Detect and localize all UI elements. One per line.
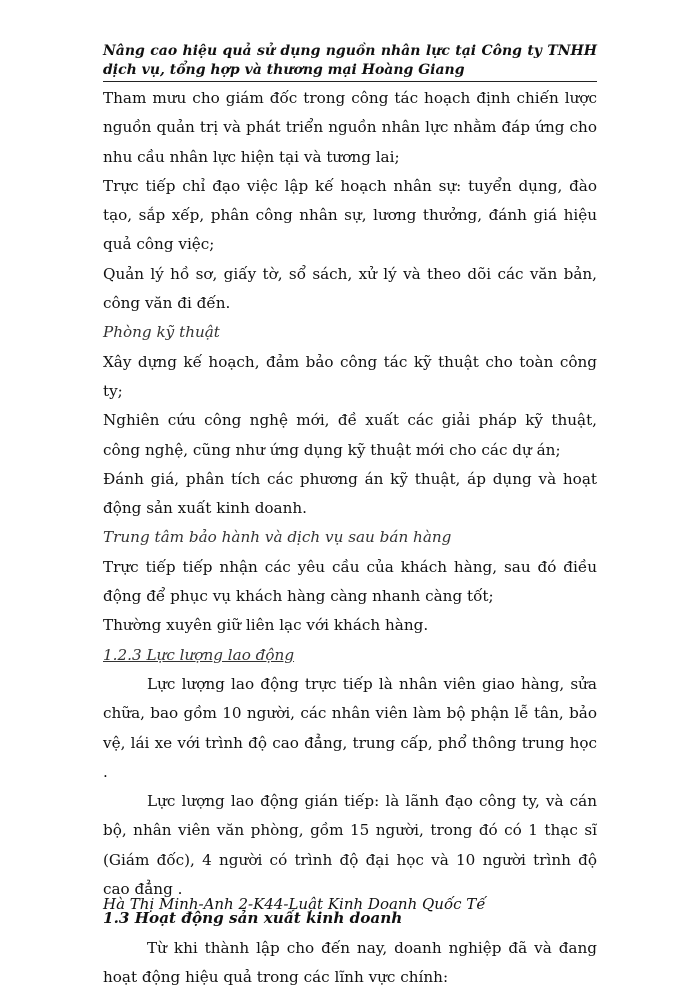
page-footer: Hà Thị Minh-Anh 2-K44-Luật Kinh Doanh Quốc Tế <box>103 895 486 913</box>
section-heading-business-activities: 1.3 Hoạt động sản xuất kinh doanh <box>103 909 403 928</box>
paragraph-technical-research: Nghiên cứu công nghệ mới, đề xuất các giải pháp kỹ thuật, công nghệ, cũng như ứng dụng kỹ thuật mới cho các dự án; <box>103 411 597 459</box>
paragraph-direct-workforce: Lực lượng lao động trực tiếp là nhân viên giao hàng, sửa chữa, bao gồm 10 người, các nhân viên làm bộ phận lễ tân, bảo vệ, lái xe với trình độ cao đẳng, trung cấp, phổ thông trung học . <box>103 674 597 781</box>
section-heading-workforce[interactable]: 1.2.3 Lực lượng lao động <box>103 645 295 664</box>
paragraph-records-management: Quản lý hồ sơ, giấy tờ, sổ sách, xử lý và theo dõi các văn bản, công văn đi đến. <box>103 264 597 313</box>
document-body <box>103 84 597 992</box>
subheading-technical-department: Phòng kỹ thuật <box>103 323 220 342</box>
page-header: Nâng cao hiệu quả sử dụng nguồn nhân lực tại Công ty TNHH dịch vụ, tổng hợp và thương mại Hoàng Giang <box>103 42 597 82</box>
paragraph-business-activities: Từ khi thành lập cho đến nay, doanh nghiệp đã và đang hoạt động hiệu quả trong các lĩnh vực chính: <box>103 938 597 986</box>
paragraph-customer-requests: Trực tiếp tiếp nhận các yêu cầu của khách hàng, sau đó điều động để phục vụ khách hàng càng nhanh càng tốt; <box>103 557 597 606</box>
paragraph-customer-contact: Thường xuyên giữ liên lạc với khách hàng. <box>103 616 429 635</box>
subheading-warranty-center: Trung tâm bảo hành và dịch vụ sau bán hàng <box>103 528 452 547</box>
paragraph-indirect-workforce: Lực lượng lao động gián tiếp: là lãnh đạo công ty, và cán bộ, nhân viên văn phòng, gồm 15 người, trong đó có 1 thạc sĩ (Giám đốc), 4 người có trình độ đại học và 10 người trình độ cao đẳng . <box>103 792 597 899</box>
paragraph-technical-evaluation: Đánh giá, phân tích các phương án kỹ thuật, áp dụng và hoạt động sản xuất kinh doanh. <box>103 469 597 518</box>
paragraph-hr-planning: Trực tiếp chỉ đạo việc lập kế hoạch nhân sự: tuyển dụng, đào tạo, sắp xếp, phân công nhân sự, lương thưởng, đánh giá hiệu quả công việc; <box>103 176 597 254</box>
paragraph-technical-planning: Xây dựng kế hoạch, đảm bảo công tác kỹ thuật cho toàn công ty; <box>103 352 597 400</box>
paragraph-hr-strategy: Tham mưu cho giám đốc trong công tác hoạch định chiến lược nguồn quản trị và phát triển nguồn nhân lực nhằm đáp ứng cho nhu cầu nhân lực hiện tại và tương lai; <box>103 89 597 166</box>
